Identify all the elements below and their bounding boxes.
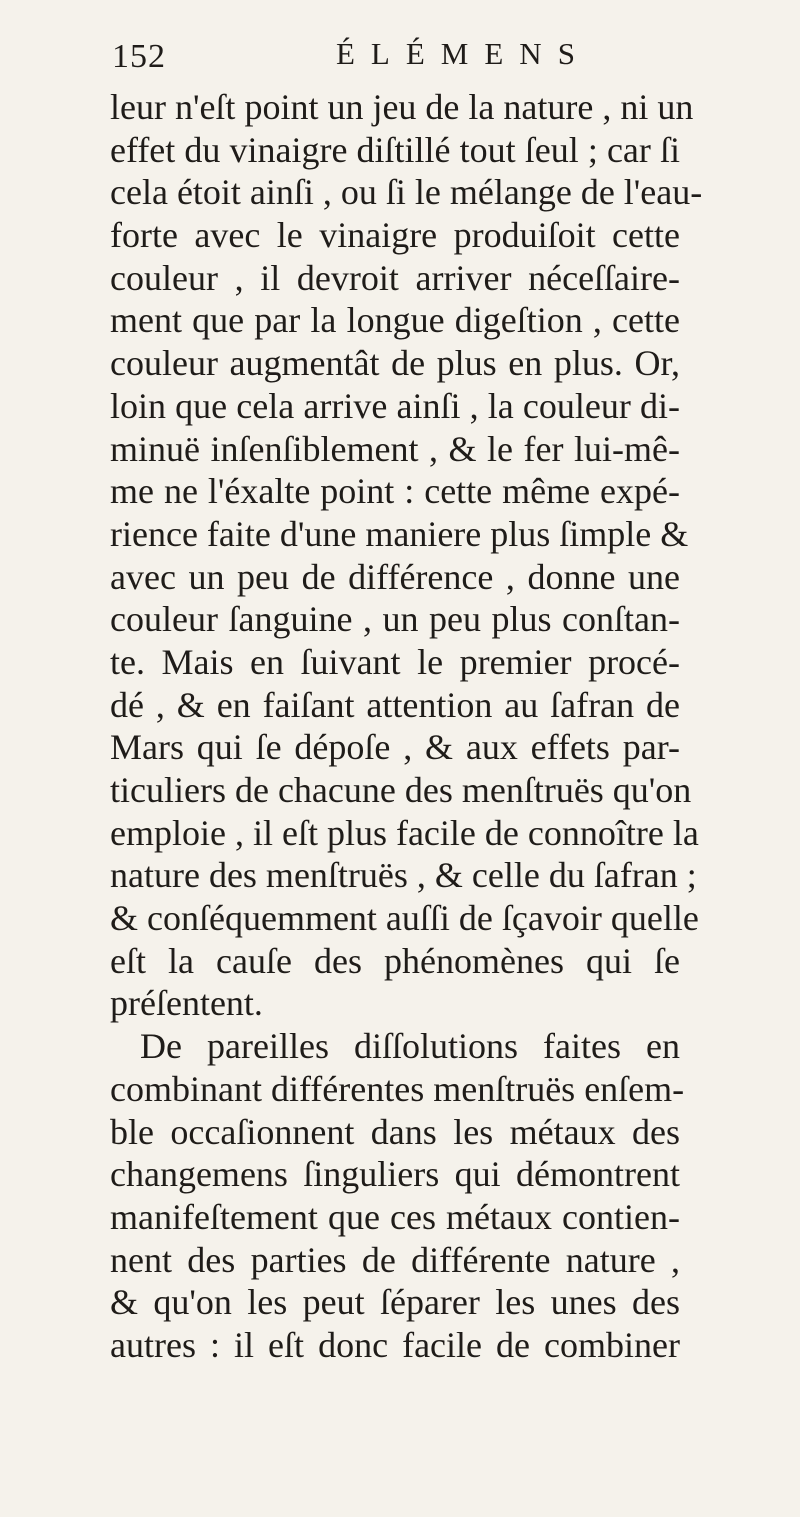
text-line: me ne l'éxalte point : cette même expé- — [110, 471, 680, 512]
text-line: effet du vinaigre diſtillé tout ſeul ; car ſi — [110, 129, 680, 170]
text-line: couleur augmentât de plus en plus. Or, — [110, 343, 680, 384]
running-title: ÉLÉMENS — [336, 36, 591, 71]
text-line: autres : il eſt donc facile de combiner — [110, 1324, 680, 1365]
text-line: te. Mais en ſuivant le premier procé- — [110, 641, 680, 682]
text-line: De pareilles diſſolutions faites en — [140, 1026, 680, 1067]
text-line: forte avec le vinaigre produiſoit cette — [110, 215, 680, 256]
text-line: loin que cela arrive ainſi , la couleur di- — [110, 385, 680, 426]
text-line: dé , & en faiſant attention au ſafran de — [110, 684, 680, 725]
text-line: couleur , il devroit arriver néceſſaire- — [110, 257, 680, 298]
text-line: changemens ſinguliers qui démontrent — [110, 1154, 680, 1195]
text-line: emploie , il eſt plus facile de connoître la — [110, 812, 699, 853]
text-line: manifeſtement que ces métaux contien- — [110, 1196, 680, 1237]
text-line: & qu'on les peut ſéparer les unes des — [110, 1282, 680, 1323]
body-text — [110, 86, 703, 1367]
text-line: Mars qui ſe dépoſe , & aux effets par- — [110, 727, 680, 768]
text-line: leur n'eſt point un jeu de la nature , ni un — [110, 87, 694, 127]
text-line: ticuliers de chacune des menſtruës qu'on — [110, 770, 692, 810]
text-line: minuë inſenſiblement , & le fer lui-mê- — [110, 428, 680, 469]
text-line: & conſéquemment auſſi de ſçavoir quelle — [110, 898, 699, 939]
text-line: ble occaſionnent dans les métaux des — [110, 1111, 680, 1152]
text-line: préſentent. — [110, 983, 263, 1024]
text-line: nature des menſtruës , & celle du ſafran ; — [110, 855, 697, 896]
text-line: rience faite d'une maniere plus ſimple & — [110, 513, 689, 554]
text-line: couleur ſanguine , un peu plus conſtan- — [110, 599, 680, 640]
text-line: ment que par la longue digeſtion , cette — [110, 300, 680, 341]
text-line: nent des parties de différente nature , — [110, 1239, 680, 1280]
text-line: combinant différentes menſtruës enſem- — [110, 1068, 685, 1109]
text-line: avec un peu de différence , donne une — [110, 556, 680, 597]
text-line: eſt la cauſe des phénomènes qui ſe — [110, 940, 680, 981]
text-line: cela étoit ainſi , ou ſi le mélange de l'eau- — [110, 172, 703, 213]
page-header — [112, 32, 682, 84]
page-number: 152 — [112, 38, 166, 75]
